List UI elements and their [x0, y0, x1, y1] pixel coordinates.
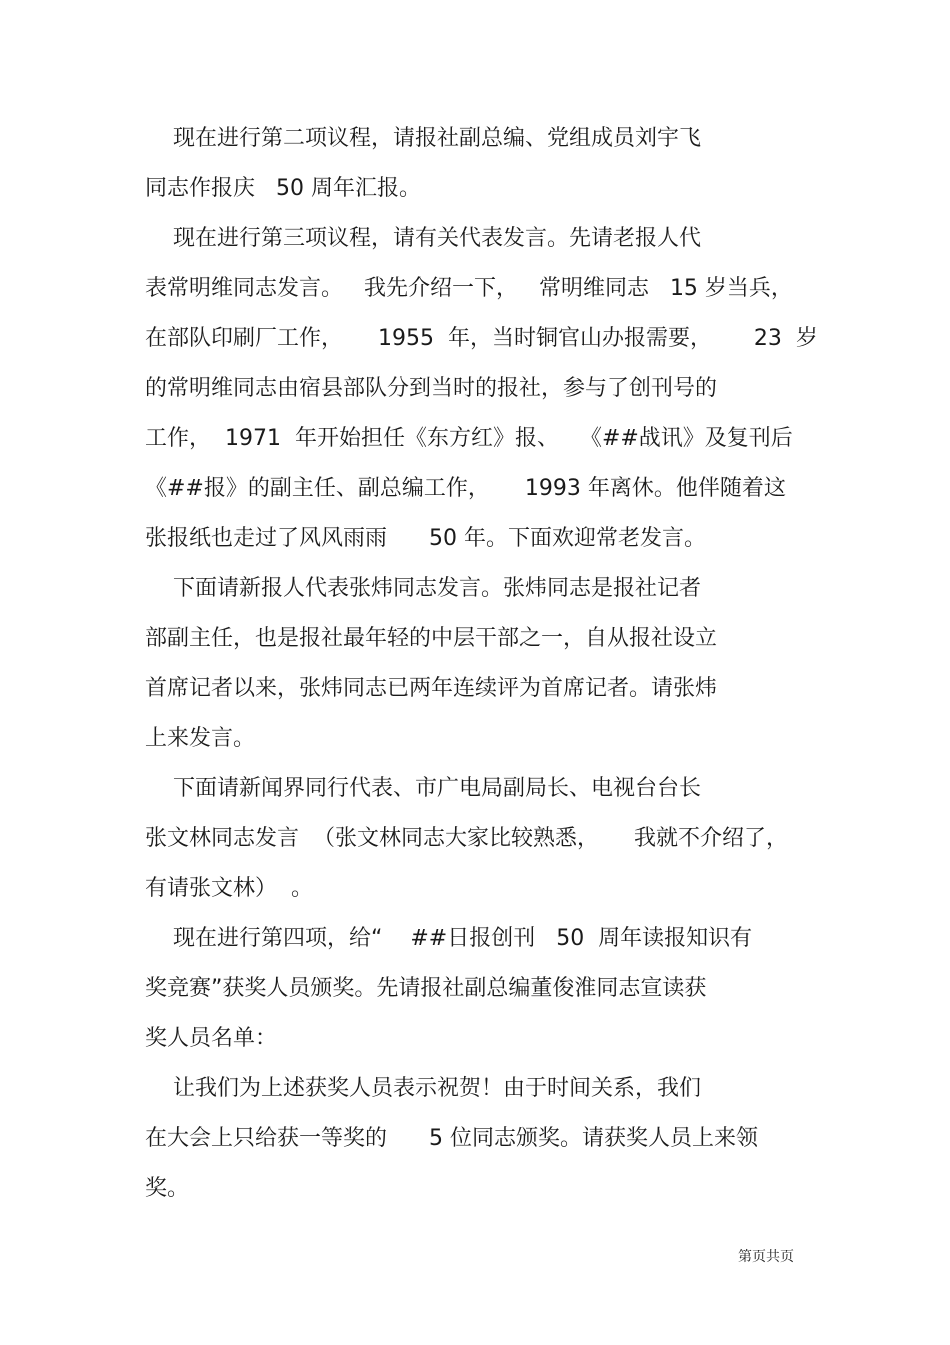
text-line: 张报纸也走过了风风雨雨 50 年。下面欢迎常老发言。	[145, 526, 706, 551]
text-line: 张文林同志发言 （张文林同志大家比较熟悉， 我就不介绍了，	[145, 826, 788, 851]
text-line: 现在进行第四项，给“ ##日报创刊 50 周年读报知识有	[145, 926, 753, 951]
text-line: 表常明维同志发言。 我先介绍一下， 常明维同志 15 岁当兵，	[145, 276, 793, 301]
text-line: 的常明维同志由宿县部队分到当时的报社，参与了创刊号的	[145, 376, 718, 401]
text-line: 奖。	[145, 1176, 190, 1201]
text-line: 让我们为上述获奖人员表示祝贺！由于时间关系，我们	[145, 1076, 701, 1101]
text-line: 在部队印刷厂工作， 1955 年，当时铜官山办报需要， 23 岁	[145, 326, 818, 351]
text-line: 现在进行第三项议程，请有关代表发言。先请老报人代	[145, 226, 701, 251]
text-line: 《##报》的副主任、副总编工作， 1993 年离休。他伴随着这	[145, 476, 786, 501]
text-line: 现在进行第二项议程，请报社副总编、党组成员刘宇飞	[145, 126, 701, 151]
text-line: 奖人员名单：	[145, 1026, 278, 1051]
text-line: 奖竞赛”获奖人员颁奖。先请报社副总编董俊淮同志宣读获	[145, 976, 707, 1001]
text-line: 首席记者以来，张炜同志已两年连续评为首席记者。请张炜	[145, 676, 718, 701]
page-footer: 第页共页	[738, 1249, 794, 1265]
text-line: 有请张文林） 。	[145, 876, 313, 901]
text-line: 在大会上只给获一等奖的 5 位同志颁奖。请获奖人员上来领	[145, 1126, 758, 1151]
text-line: 同志作报庆 50 周年汇报。	[145, 176, 421, 201]
text-line: 上来发言。	[145, 726, 256, 751]
text-line: 下面请新闻界同行代表、市广电局副局长、电视台台长	[145, 776, 701, 801]
text-line: 下面请新报人代表张炜同志发言。张炜同志是报社记者	[145, 576, 701, 601]
text-line: 部副主任，也是报社最年轻的中层干部之一，自从报社设立	[145, 626, 718, 651]
text-line: 工作， 1971 年开始担任《东方红》报、 《##战讯》及复刊后	[145, 426, 793, 451]
